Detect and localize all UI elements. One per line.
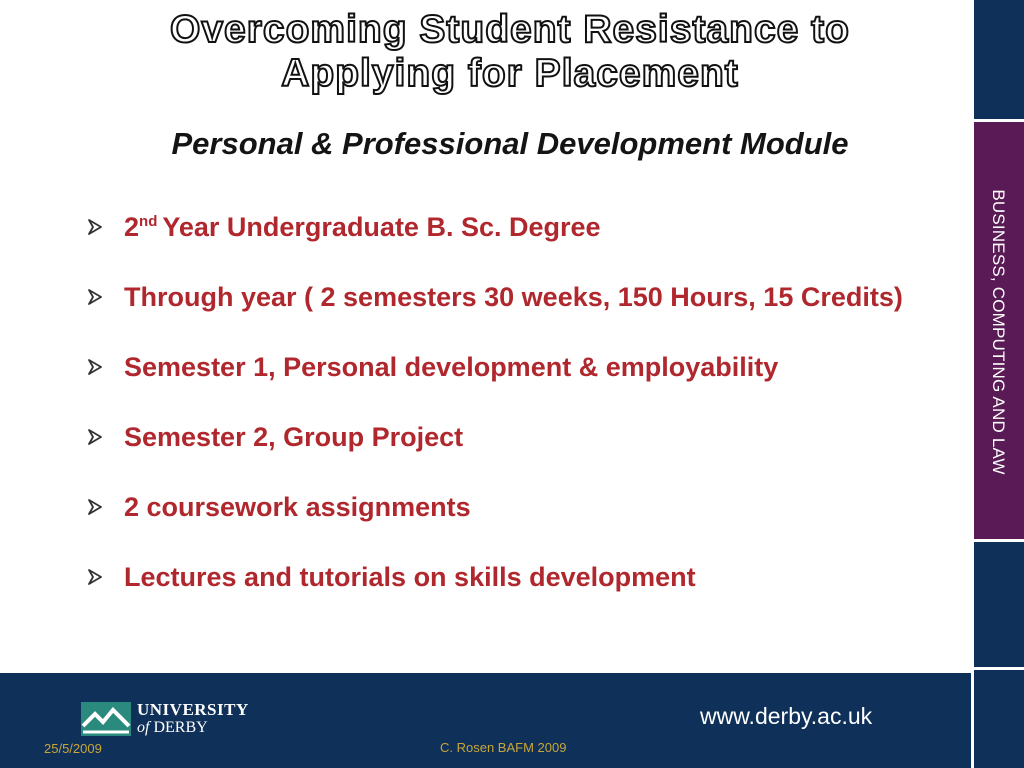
arrow-bullet-icon — [84, 487, 112, 527]
bullet-coursework-text: 2 coursework assignments — [124, 492, 471, 522]
bullet-degree-text: Year Undergraduate B. Sc. Degree — [162, 212, 601, 242]
arrow-bullet-icon — [84, 557, 112, 597]
arrow-bullet-icon — [84, 347, 112, 387]
university-logo — [81, 702, 251, 742]
slide-title — [40, 8, 980, 96]
bullet-item-lectures — [84, 557, 964, 597]
arrow-bullet-icon — [84, 207, 112, 247]
bullet-semester2-text: Semester 2, Group Project — [124, 422, 464, 452]
bullet-degree-year: 2 — [124, 212, 140, 242]
side-strip-bottom-block — [971, 670, 1024, 768]
logo-derby-text: of DERBY — [137, 719, 208, 736]
bullet-semester1-text: Semester 1, Personal development & employability — [124, 352, 779, 382]
bullet-degree-suffix: nd — [139, 213, 158, 230]
website-url: www.derby.ac.uk — [700, 703, 873, 729]
bullet-item-semester1 — [84, 347, 964, 387]
bullet-item-degree — [84, 207, 964, 247]
bullet-list — [84, 207, 964, 627]
arrow-bullet-icon — [84, 417, 112, 457]
slide-subtitle: Personal & Professional Development Module — [171, 126, 849, 161]
arrow-bullet-icon — [84, 277, 112, 317]
bullet-duration-text: Through year ( 2 semesters 30 weeks, 150 Hours, 15 Credits) — [124, 282, 903, 312]
bullet-lectures-text: Lectures and tutorials on skills development — [124, 562, 696, 592]
slide-title-line1: Overcoming Student Resistance to — [170, 8, 850, 51]
bullet-item-duration — [84, 277, 964, 317]
footer-credit: C. Rosen BAFM 2009 — [440, 740, 567, 755]
slide-title-line2: Applying for Placement — [281, 52, 739, 95]
bullet-item-semester2 — [84, 417, 964, 457]
faculty-label: BUSINESS, COMPUTING AND LAW — [989, 189, 1008, 475]
university-logo-icon — [81, 702, 131, 736]
logo-university-text: UNIVERSITY — [137, 700, 249, 719]
footer-date: 25/5/2009 — [44, 741, 102, 756]
side-strip-lower-block — [971, 542, 1024, 670]
bullet-item-coursework — [84, 487, 964, 527]
